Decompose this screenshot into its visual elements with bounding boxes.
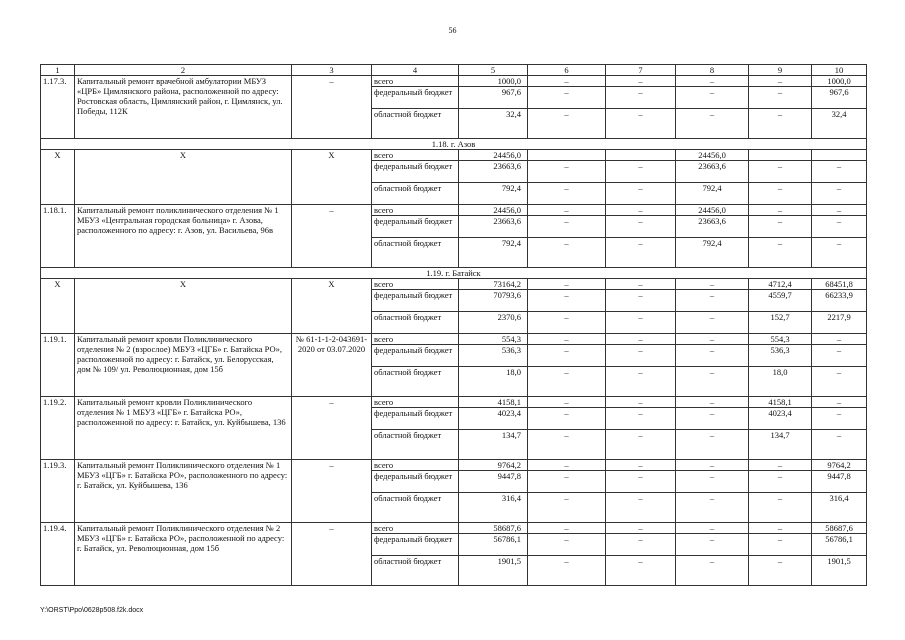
value-cell: 1901,5 — [459, 556, 528, 586]
value-cell: 18,0 — [459, 367, 528, 397]
funding-source: областной бюджет — [372, 493, 459, 523]
value-cell: – — [606, 205, 676, 216]
table-row — [41, 205, 867, 216]
section-title: 1.19. г. Батайск — [41, 268, 867, 279]
value-cell: – — [606, 408, 676, 430]
value-cell: 152,7 — [749, 312, 812, 334]
value-cell: – — [676, 534, 749, 556]
funding-source: областной бюджет — [372, 556, 459, 586]
value-cell: – — [812, 216, 867, 238]
value-cell: – — [676, 334, 749, 345]
value-cell: 32,4 — [459, 109, 528, 139]
value-cell: – — [528, 471, 606, 493]
table-row — [41, 523, 867, 534]
value-cell: – — [676, 430, 749, 460]
item-number: X — [41, 150, 75, 205]
value-cell: 792,4 — [676, 238, 749, 268]
value-cell: 4559,7 — [749, 290, 812, 312]
value-cell: – — [528, 238, 606, 268]
value-cell: 4023,4 — [459, 408, 528, 430]
item-number: 1.19.2. — [41, 397, 75, 460]
item-document: – — [292, 205, 372, 268]
value-cell: 24456,0 — [676, 205, 749, 216]
item-description: Капитальный ремонт врачебной амбулатории МБУЗ «ЦРБ» Цимлянского района, расположенной по адресу: Ростовская область, Цимлянский район, г. Цимлянск, ул. Победы, 112К — [75, 76, 292, 139]
funding-source: областной бюджет — [372, 238, 459, 268]
value-cell: 24456,0 — [459, 150, 528, 161]
column-header: 3 — [292, 65, 372, 76]
value-cell: – — [528, 109, 606, 139]
item-number: 1.19.4. — [41, 523, 75, 586]
table-row — [41, 397, 867, 408]
value-cell: – — [812, 430, 867, 460]
value-cell: – — [749, 216, 812, 238]
value-cell: 967,6 — [459, 87, 528, 109]
item-document: № 61-1-1-2-043691-2020 от 03.07.2020 — [292, 334, 372, 397]
item-number: 1.19.3. — [41, 460, 75, 523]
value-cell: – — [528, 534, 606, 556]
value-cell: 23663,6 — [459, 161, 528, 183]
value-cell: 1000,0 — [812, 76, 867, 87]
value-cell: – — [812, 408, 867, 430]
value-cell: 1000,0 — [459, 76, 528, 87]
funding-source: федеральный бюджет — [372, 161, 459, 183]
value-cell: – — [676, 397, 749, 408]
value-cell: 9447,8 — [812, 471, 867, 493]
item-description: Капитальный ремонт Поликлинического отделения № 2 МБУЗ «ЦГБ» г. Батайска РО», расположенной по адресу: г. Батайск, ул. Революционная, дом 15б — [75, 523, 292, 586]
value-cell: – — [606, 534, 676, 556]
value-cell: 9764,2 — [812, 460, 867, 471]
value-cell: – — [812, 161, 867, 183]
column-header: 2 — [75, 65, 292, 76]
value-cell: – — [528, 76, 606, 87]
value-cell: 4023,4 — [749, 408, 812, 430]
table-row — [41, 460, 867, 471]
value-cell: – — [606, 397, 676, 408]
table-row — [41, 279, 867, 290]
value-cell: 68451,8 — [812, 279, 867, 290]
value-cell: – — [749, 109, 812, 139]
value-cell: – — [676, 556, 749, 586]
value-cell: 4158,1 — [459, 397, 528, 408]
value-cell: – — [676, 279, 749, 290]
funding-source: всего — [372, 523, 459, 534]
value-cell: – — [606, 290, 676, 312]
column-header: 1 — [41, 65, 75, 76]
section-row — [41, 268, 867, 279]
item-number: X — [41, 279, 75, 334]
value-cell: – — [606, 345, 676, 367]
value-cell: – — [676, 312, 749, 334]
item-description: Капитальный ремонт Поликлинического отделения № 1 МБУЗ «ЦГБ» г. Батайска РО», расположенного по адресу: г. Батайск, ул. Куйбышева, 136 — [75, 460, 292, 523]
value-cell: 23663,6 — [676, 216, 749, 238]
value-cell: – — [676, 87, 749, 109]
value-cell: – — [676, 109, 749, 139]
funding-source: федеральный бюджет — [372, 87, 459, 109]
item-number: 1.18.1. — [41, 205, 75, 268]
page-number: 56 — [448, 26, 457, 35]
value-cell: – — [606, 87, 676, 109]
value-cell: 2217,9 — [812, 312, 867, 334]
value-cell: 24456,0 — [676, 150, 749, 161]
item-description: Капитальный ремонт кровли Поликлинического отделения № 2 (взрослое) МБУЗ «ЦГБ» г. Батайска РО», расположенной по адресу: г. Батайск, ул. Белорусская, дом № 109/ ул. Революционная, дом 15б — [75, 334, 292, 397]
value-cell: – — [749, 238, 812, 268]
value-cell: – — [812, 367, 867, 397]
value-cell: 23663,6 — [676, 161, 749, 183]
value-cell: – — [812, 397, 867, 408]
value-cell: – — [528, 345, 606, 367]
value-cell: – — [606, 238, 676, 268]
funding-source: всего — [372, 334, 459, 345]
value-cell: – — [528, 290, 606, 312]
value-cell: – — [676, 471, 749, 493]
column-header: 7 — [606, 65, 676, 76]
value-cell: – — [528, 523, 606, 534]
value-cell: 23663,6 — [459, 216, 528, 238]
value-cell: – — [812, 183, 867, 205]
value-cell: – — [676, 345, 749, 367]
value-cell: – — [606, 523, 676, 534]
value-cell: – — [606, 367, 676, 397]
value-cell: – — [606, 161, 676, 183]
funding-source: всего — [372, 397, 459, 408]
value-cell: – — [676, 408, 749, 430]
value-cell: 536,3 — [459, 345, 528, 367]
value-cell: 792,4 — [459, 183, 528, 205]
column-header: 6 — [528, 65, 606, 76]
value-cell: 792,4 — [676, 183, 749, 205]
table-row — [41, 334, 867, 345]
value-cell: – — [528, 161, 606, 183]
item-description: X — [75, 150, 292, 205]
value-cell: 2370,6 — [459, 312, 528, 334]
value-cell — [812, 150, 867, 161]
value-cell: 58687,6 — [459, 523, 528, 534]
value-cell — [528, 150, 606, 161]
funding-source: областной бюджет — [372, 367, 459, 397]
value-cell: 536,3 — [749, 345, 812, 367]
value-cell: – — [749, 556, 812, 586]
value-cell: 32,4 — [812, 109, 867, 139]
value-cell: – — [749, 460, 812, 471]
table-row — [41, 150, 867, 161]
value-cell: – — [606, 556, 676, 586]
funding-source: федеральный бюджет — [372, 290, 459, 312]
funding-source: всего — [372, 460, 459, 471]
value-cell: – — [749, 161, 812, 183]
value-cell: – — [749, 76, 812, 87]
value-cell: 24456,0 — [459, 205, 528, 216]
value-cell: 58687,6 — [812, 523, 867, 534]
value-cell: – — [528, 312, 606, 334]
value-cell: 134,7 — [459, 430, 528, 460]
value-cell: – — [812, 334, 867, 345]
value-cell: – — [528, 334, 606, 345]
value-cell: – — [606, 471, 676, 493]
value-cell: 66233,9 — [812, 290, 867, 312]
value-cell: – — [606, 109, 676, 139]
value-cell: 73164,2 — [459, 279, 528, 290]
value-cell: – — [812, 238, 867, 268]
column-header: 9 — [749, 65, 812, 76]
value-cell: 134,7 — [749, 430, 812, 460]
funding-source: всего — [372, 205, 459, 216]
column-header: 10 — [812, 65, 867, 76]
column-header: 4 — [372, 65, 459, 76]
funding-source: областной бюджет — [372, 183, 459, 205]
value-cell: – — [528, 460, 606, 471]
funding-source: федеральный бюджет — [372, 534, 459, 556]
value-cell: – — [528, 279, 606, 290]
funding-source: всего — [372, 150, 459, 161]
value-cell: – — [528, 556, 606, 586]
value-cell: – — [528, 183, 606, 205]
value-cell: – — [606, 279, 676, 290]
item-description: X — [75, 279, 292, 334]
value-cell: – — [606, 183, 676, 205]
item-document: – — [292, 460, 372, 523]
value-cell: – — [606, 312, 676, 334]
value-cell: 316,4 — [812, 493, 867, 523]
column-header: 8 — [676, 65, 749, 76]
item-document: – — [292, 523, 372, 586]
header-row — [41, 65, 867, 76]
value-cell: 554,3 — [459, 334, 528, 345]
value-cell: 9447,8 — [459, 471, 528, 493]
value-cell — [606, 150, 676, 161]
value-cell: 70793,6 — [459, 290, 528, 312]
value-cell: – — [812, 345, 867, 367]
funding-source: федеральный бюджет — [372, 345, 459, 367]
funding-source: областной бюджет — [372, 430, 459, 460]
value-cell: – — [528, 430, 606, 460]
value-cell: 1901,5 — [812, 556, 867, 586]
item-number: 1.17.3. — [41, 76, 75, 139]
value-cell: – — [749, 205, 812, 216]
value-cell: – — [606, 76, 676, 87]
value-cell: – — [606, 460, 676, 471]
column-header: 5 — [459, 65, 528, 76]
item-document: – — [292, 397, 372, 460]
value-cell: 18,0 — [749, 367, 812, 397]
value-cell: – — [676, 367, 749, 397]
item-description: Капитальный ремонт поликлинического отделения № 1 МБУЗ «Центральная городская больница» г. Азова, расположенного по адресу: г. Азов, ул. Васильева, 96в — [75, 205, 292, 268]
value-cell: – — [528, 408, 606, 430]
value-cell: – — [676, 290, 749, 312]
value-cell: – — [749, 87, 812, 109]
value-cell: – — [528, 397, 606, 408]
value-cell: – — [749, 493, 812, 523]
value-cell: 9764,2 — [459, 460, 528, 471]
value-cell: – — [676, 523, 749, 534]
funding-source: всего — [372, 279, 459, 290]
value-cell: – — [676, 76, 749, 87]
value-cell: – — [606, 216, 676, 238]
budget-table — [40, 64, 867, 586]
value-cell: – — [812, 205, 867, 216]
value-cell: 56786,1 — [459, 534, 528, 556]
funding-source: федеральный бюджет — [372, 216, 459, 238]
value-cell: – — [528, 367, 606, 397]
table-row — [41, 76, 867, 87]
value-cell: – — [528, 87, 606, 109]
funding-source: федеральный бюджет — [372, 471, 459, 493]
funding-source: всего — [372, 76, 459, 87]
value-cell: – — [606, 430, 676, 460]
funding-source: областной бюджет — [372, 109, 459, 139]
value-cell: 4158,1 — [749, 397, 812, 408]
section-row — [41, 139, 867, 150]
value-cell: 316,4 — [459, 493, 528, 523]
value-cell: – — [749, 471, 812, 493]
item-description: Капитальный ремонт кровли Поликлинического отделения № 1 МБУЗ «ЦГБ» г. Батайска РО», расположенной по адресу: г. Батайск, ул. Куйбышева, 136 — [75, 397, 292, 460]
value-cell: 56786,1 — [812, 534, 867, 556]
value-cell: 554,3 — [749, 334, 812, 345]
funding-source: федеральный бюджет — [372, 408, 459, 430]
item-document: – — [292, 76, 372, 139]
funding-source: областной бюджет — [372, 312, 459, 334]
value-cell: – — [528, 205, 606, 216]
value-cell: – — [749, 534, 812, 556]
item-document: X — [292, 150, 372, 205]
value-cell: – — [749, 523, 812, 534]
section-title: 1.18. г. Азов — [41, 139, 867, 150]
value-cell: – — [676, 493, 749, 523]
value-cell: 792,4 — [459, 238, 528, 268]
value-cell: 4712,4 — [749, 279, 812, 290]
value-cell: 967,6 — [812, 87, 867, 109]
value-cell: – — [606, 493, 676, 523]
value-cell: – — [528, 216, 606, 238]
value-cell: – — [676, 460, 749, 471]
item-number: 1.19.1. — [41, 334, 75, 397]
value-cell: – — [606, 334, 676, 345]
item-document: X — [292, 279, 372, 334]
value-cell: – — [749, 183, 812, 205]
footer-file-path: Y:\ORST\Ppo\0628p508.f2k.docx — [40, 607, 144, 614]
value-cell: – — [528, 493, 606, 523]
value-cell — [749, 150, 812, 161]
